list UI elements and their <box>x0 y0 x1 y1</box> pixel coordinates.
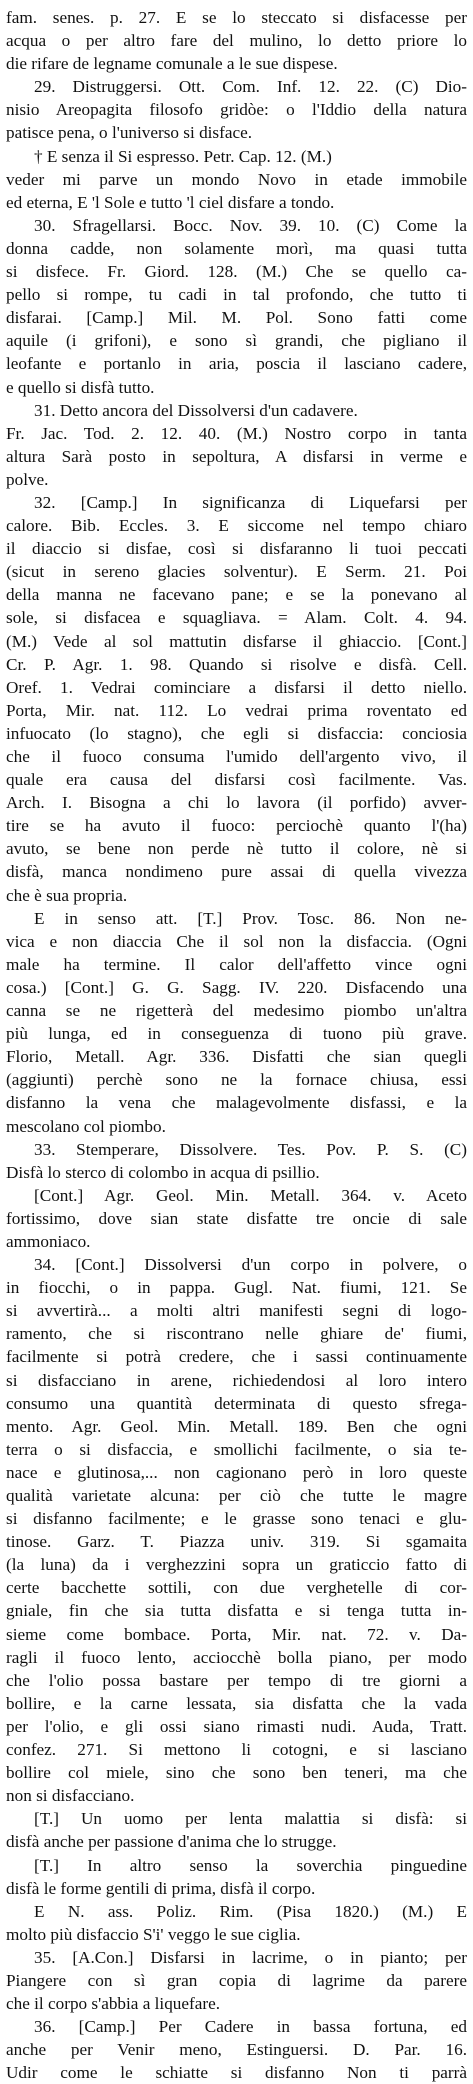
text-line: Porta, Mir. nat. 112. Lo vedrai prima roventato ed <box>6 700 467 720</box>
text-line: disfà le forme gentili di prima, disfà il corpo. <box>6 1878 316 1898</box>
text-line: † E senza il Si espresso. Petr. Cap. 12. (M.) <box>34 146 332 166</box>
text-line: che è sua propria. <box>6 885 128 905</box>
text-line: quale era causa del disfarsi così facilmente. Vas. <box>6 770 467 790</box>
text-line: disfarai. [Camp.] Mil. M. Pol. Sono fatti come <box>6 308 467 328</box>
text-line: Florio, Metall. Agr. 336. Disfatti che sian quegli <box>6 1047 467 1067</box>
text-line: vica e non diaccia Che il sol non la disfaccia. (Ogni <box>6 931 467 951</box>
text-line: 32. [Camp.] In significanza di Liquefarsi per <box>34 492 467 512</box>
text-line: della manna ne facevano pane; e se la ponevano al <box>6 585 467 605</box>
text-line: tinose. Garz. T. Piazza univ. 319. Si sgamaita <box>6 1532 467 1552</box>
text-line: altura Sarà posto in sepoltura, A disfarsi in verme e <box>6 446 467 466</box>
text-line: si disfece. Fr. Giord. 128. (M.) Che se quello ca- <box>6 262 467 282</box>
text-line: male ha termine. Il calor dell'affetto vince ogni <box>6 954 467 974</box>
text-line: fortissimo, dove sian state disfatte tre oncie di sale <box>6 1208 467 1228</box>
text-line: sieme come bombace. Porta, Mir. nat. 72. v. Da- <box>6 1624 467 1644</box>
text-line: canna se ne rigetterà del medesimo piombo un'altra <box>6 1001 467 1021</box>
text-line: avuto, se bene non perde nè tutto il colore, nè si <box>6 839 467 859</box>
text-line: E N. ass. Poliz. Rim. (Pisa 1820.) (M.) E <box>34 1901 467 1921</box>
text-line: 31. Detto ancora del Dissolversi d'un cadavere. <box>34 400 358 420</box>
text-line: 36. [Camp.] Per Cadere in bassa fortuna, ed <box>34 2017 467 2037</box>
text-line: e quello si disfà tutto. <box>6 377 155 397</box>
text-line: non si disfacciano. <box>6 1786 135 1806</box>
text-line: il diaccio si disfae, così si disfaranno li tuoi peccati <box>6 539 467 559</box>
text-line: 29. Distruggersi. Ott. Com. Inf. 12. 22. (C) Dio- <box>34 77 467 97</box>
text-line: Fr. Jac. Tod. 2. 12. 40. (M.) Nostro corpo in tanta <box>6 423 467 443</box>
text-line: per l'olio, e gli ossi siano rimasti nudi. Auda, Tratt. <box>6 1716 467 1736</box>
text-line: (sicut in sereno glacies solventur). E Serm. 21. Poi <box>6 562 467 582</box>
text-line: infuocato (lo stagno), che egli si disfaccia: conciosia <box>6 723 467 743</box>
text-line: disfanno la vena che malagevolmente disfassi, e la <box>6 1093 467 1113</box>
text-line: più lunga, ed in conseguenza di tuono più grave. <box>6 1024 467 1044</box>
text-line: die rifare de legname comunale a le sue dispese. <box>6 54 338 74</box>
text-line: [Cont.] Agr. Geol. Min. Metall. 364. v. Aceto <box>34 1185 467 1205</box>
text-line: tire se ha avuto il fuoco: perciochè quanto l'(ha) <box>6 816 467 836</box>
text-line: donna cadde, non solamente morì, ma quasi tutta <box>6 238 467 258</box>
text-line: gniale, fin che sia tutta disfatta e si tenga tutta in- <box>6 1601 467 1621</box>
text-line: (la luna) da i verghezzini sopra un graticcio fatto di <box>6 1555 467 1575</box>
text-line: (M.) Vede al sol mattutin disfarse il ghiaccio. [Cont.] <box>6 631 467 651</box>
text-line: [T.] In altro senso la soverchia pinguedine <box>34 1855 467 1875</box>
text-line: ammoniaco. <box>6 1231 91 1251</box>
text-line: mento. Agr. Geol. Min. Metall. 189. Ben che ogni <box>6 1416 467 1436</box>
text-line: Piangere con sì gran copia di lagrime da parere <box>6 1970 467 1990</box>
text-line: molto più disfaccio S'i' veggo le sue ciglia. <box>6 1924 301 1944</box>
text-line: cosa.) [Cont.] G. G. Sagg. IV. 220. Disfacendo una <box>6 977 467 997</box>
text-line: (aggiunti) perchè sono ne la fornace chiusa, essi <box>6 1070 467 1090</box>
text-line: 30. Sfragellarsi. Bocc. Nov. 39. 10. (C) Come la <box>34 215 467 235</box>
text-line: bollire col miele, sino che sono ben teneri, ma che <box>6 1763 467 1783</box>
text-line: Cr. P. Agr. 1. 98. Quando si risolve e disfà. Cell. <box>6 654 467 674</box>
text-line: pello si rompe, tu cadi in tal profondo, che tutto ti <box>6 285 467 305</box>
text-line: nisio Areopagita filosofo gridòe: o l'Iddio della natura <box>6 100 467 120</box>
text-line: Udir come le schiatte si disfanno Non ti parrà <box>6 2063 467 2083</box>
text-line: che l'olio possa bastare per tempo di tre giorni a <box>6 1670 467 1690</box>
text-line: veder mi parve un mondo Novo in etade immobile <box>6 169 467 189</box>
text-line: bollire, e la carne lessata, sia disfatta che la vada <box>6 1693 467 1713</box>
text-line: si avvertirà... a molti altri manifesti segni di logo- <box>6 1301 467 1321</box>
text-line: qualità varietate alcuna: per ciò che tutte le magre <box>6 1486 467 1505</box>
text-line: consumo una quantità determinata di questo sfrega- <box>6 1393 467 1413</box>
text-line: 34. [Cont.] Dissolversi d'un corpo in polvere, o <box>34 1255 467 1275</box>
text-line: 35. [A.Con.] Disfarsi in lacrime, o in pianto; per <box>34 1947 467 1967</box>
text-line: ramento, che si riscontrano nelle ghiare de' fiumi, <box>6 1324 467 1344</box>
text-line: certe bacchette sottili, con due verghetelle di cor- <box>6 1578 467 1598</box>
text-line: Disfà lo sterco di colombo in acqua di psillio. <box>6 1162 320 1182</box>
text-line: E in senso att. [T.] Prov. Tosc. 86. Non ne- <box>34 908 467 928</box>
text-line: [T.] Un uomo per lenta malattia si disfà: si <box>34 1809 467 1829</box>
text-line: anche per Venir meno, Estinguersi. D. Par. 16. <box>6 2040 467 2060</box>
text-line: nace e glutinosa,... non cagionano però in loro queste <box>6 1462 467 1482</box>
text-line: disfà, manca nondimeno pure assai di quella vivezza <box>6 862 467 882</box>
text-line: calore. Bib. Eccles. 3. E siccome nel tempo chiaro <box>6 516 467 536</box>
text-line: in fiocchi, o in pappa. Gugl. Nat. fiumi, 121. Se <box>6 1278 467 1298</box>
text-line: mescolano col piombo. <box>6 1116 166 1136</box>
text-line: terra o si disfaccia, e smollichi facilmente, o sia te- <box>6 1439 467 1459</box>
text-line: sole, si disfacea e squagliava. = Alam. Colt. 4. 94. <box>6 608 467 628</box>
text-line: ed eterna, E 'l Sole e tutto 'l ciel disfare a tondo. <box>6 192 335 212</box>
text-line: patisce pena, o l'universo si disface. <box>6 123 253 143</box>
text-line: aquile (i grifoni), e sono sì grandi, che pigliano il <box>6 331 467 351</box>
text-line: confez. 271. Si mettono li cotogni, e si lasciano <box>6 1740 467 1760</box>
text-line: che il fuoco consuma l'umido dell'argento vivo, il <box>6 747 467 766</box>
text-line: si disfacciano in arene, richiedendosi al loro intero <box>6 1370 467 1390</box>
text-line: Arch. I. Bisogna a chi lo lavora (il porfido) avver- <box>6 793 467 813</box>
text-line: leofante e portanlo in aria, poscia il lasciano cadere, <box>6 354 467 374</box>
text-line: fam. senes. p. 27. E se lo steccato si disfacesse per <box>6 8 467 27</box>
text-line: facilmente si potrà credere, che i sassi continuamente <box>6 1347 467 1367</box>
text-line: 33. Stemperare, Dissolvere. Tes. Pov. P. S. (C) <box>34 1139 467 1159</box>
text-line: ragli il fuoco lento, acciocchè bolla piano, per modo <box>6 1647 467 1667</box>
text-line: disfà anche per passione d'anima che lo strugge. <box>6 1832 337 1852</box>
text-line: Oref. 1. Vedrai cominciare a disfarsi il detto niello. <box>6 677 467 697</box>
text-line: che il corpo s'abbia a liquefare. <box>6 1994 221 2014</box>
text-line: acqua o per altro fare del mulino, lo detto priore lo <box>6 31 467 51</box>
text-line: polve. <box>6 469 49 489</box>
text-line: si disfanno facilmente; e le grasse sono tenaci e glu- <box>6 1509 467 1529</box>
